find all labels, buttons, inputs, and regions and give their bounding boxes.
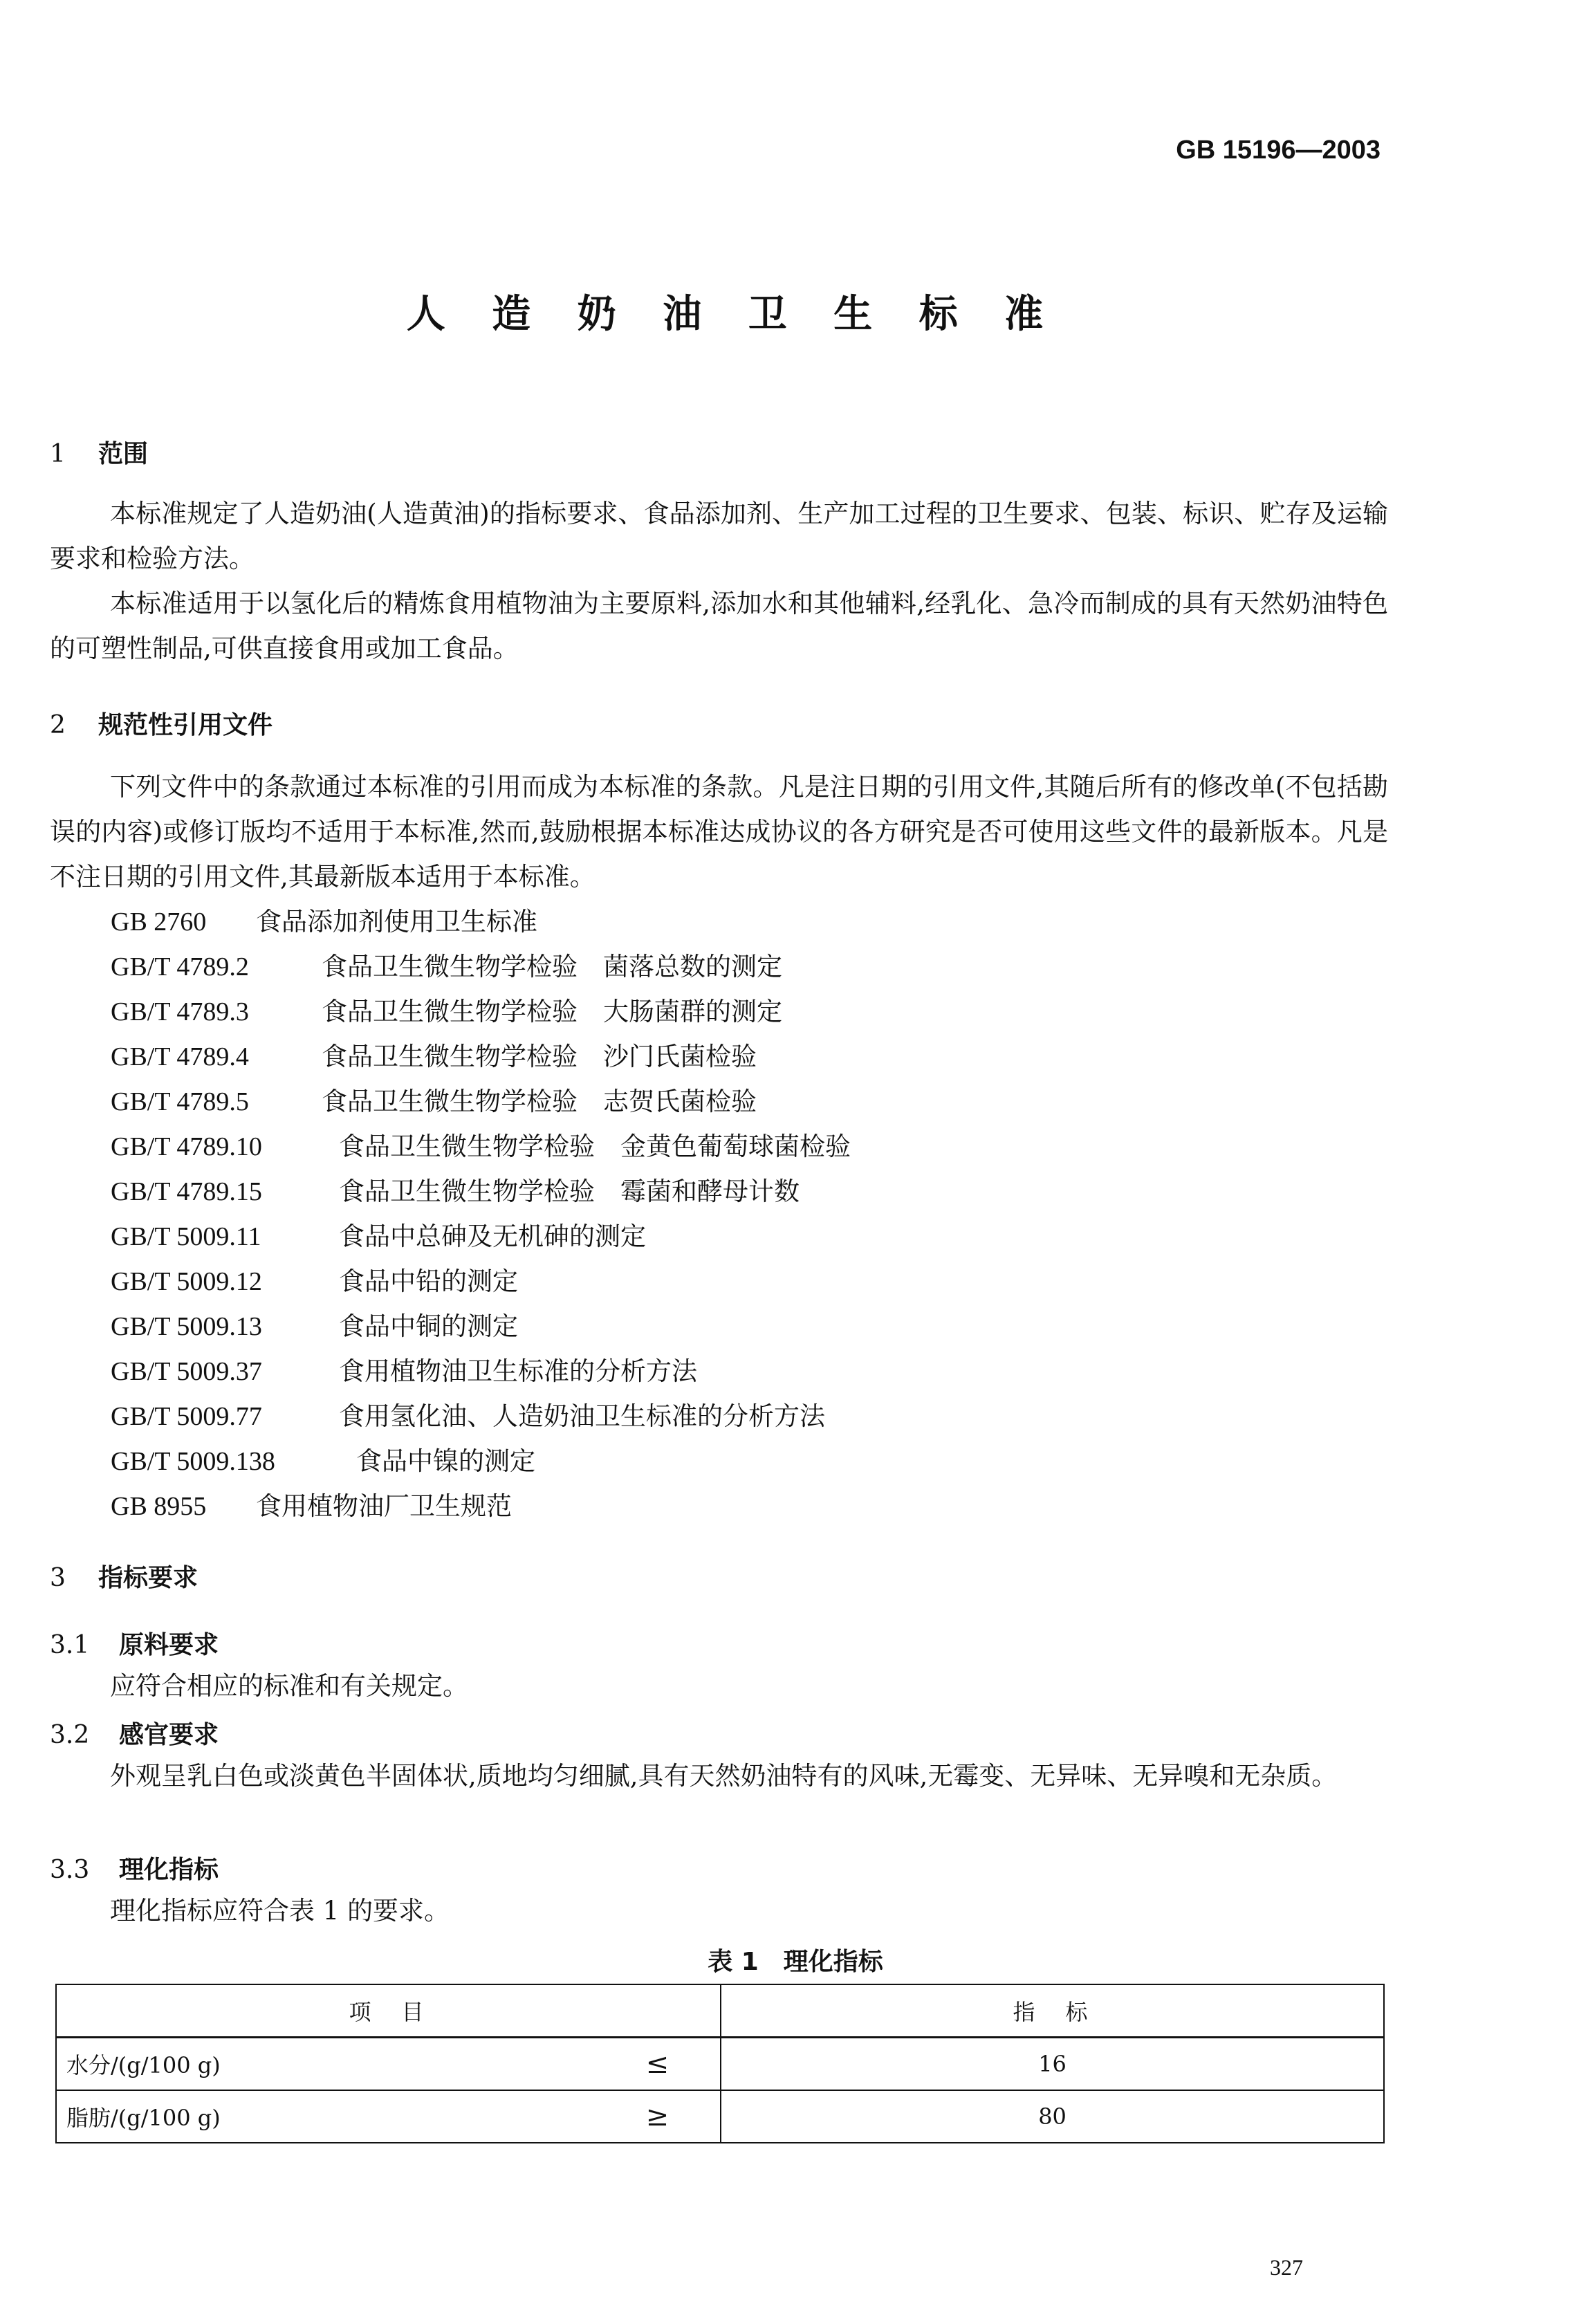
normative-references-list [111, 899, 851, 1529]
section-title: 指标要求 [98, 1564, 198, 1592]
column-header-item: 项 目 [56, 1984, 721, 2038]
reference-item [111, 1304, 851, 1349]
reference-title: 食品添加剂使用卫生标准 [256, 907, 537, 937]
reference-code: GB/T 4789.2 [111, 952, 249, 981]
section-2-paragraph-1: 下列文件中的条款通过本标准的引用而成为本标准的条款。凡是注日期的引用文件,其随后所有的修改单(不包括勘误的内容)或修订版均不适用于本标准,然而,鼓励根据本标准达成协议的各方研究是否可使用这些文件的最新版本。凡是不注日期的引用文件,其最新版本适用于本标准。 [50, 772, 1388, 892]
section-number: 2 [50, 711, 66, 739]
reference-title: 食品中铅的测定 [339, 1266, 518, 1296]
page-number: 327 [1270, 2255, 1303, 2280]
reference-code: GB 8955 [111, 1492, 207, 1521]
reference-code: GB/T 5009.77 [111, 1402, 262, 1431]
reference-item [111, 944, 851, 989]
section-3-1-paragraph: 应符合相应的标准和有关规定。 [110, 1671, 468, 1701]
section-1-paragraph-2: 本标准适用于以氢化后的精炼食用植物油为主要原料,添加水和其他辅料,经乳化、急冷而制成的具有天然奶油特色的可塑性制品,可供直接食用或加工食品。 [50, 589, 1388, 663]
section-3-2-heading [50, 1715, 219, 1751]
reference-code: GB/T 4789.10 [111, 1132, 262, 1161]
reference-code: GB/T 5009.11 [111, 1222, 261, 1251]
reference-title: 食品卫生微生物学检验 霉菌和酵母计数 [339, 1177, 800, 1206]
reference-code: GB/T 5009.138 [111, 1447, 275, 1476]
reference-item [111, 1394, 851, 1439]
section-number: 3 [50, 1564, 66, 1592]
reference-item [111, 1034, 851, 1079]
value-cell: 80 [721, 2090, 1384, 2143]
reference-title: 食品中总砷及无机砷的测定 [339, 1221, 646, 1251]
table-1-title: 表 1 理化指标 [708, 1948, 883, 1976]
reference-code: GB/T 4789.4 [111, 1042, 249, 1071]
reference-title: 食用植物油厂卫生规范 [256, 1491, 512, 1521]
section-number: 3.3 [50, 1856, 90, 1884]
standard-number: GB 15196—2003 [1176, 136, 1381, 165]
section-number: 1 [50, 440, 66, 468]
comparison-symbol: ≤ [645, 2048, 670, 2080]
reference-code: GB/T 5009.13 [111, 1312, 262, 1341]
reference-item [111, 1349, 851, 1394]
reference-item [111, 1079, 851, 1124]
reference-item [111, 899, 851, 944]
section-title: 原料要求 [119, 1631, 219, 1659]
reference-item [111, 1169, 851, 1214]
reference-item [111, 1214, 851, 1259]
reference-title: 食品卫生微生物学检验 大肠菌群的测定 [322, 997, 782, 1026]
reference-item [111, 1124, 851, 1169]
reference-code: GB/T 4789.15 [111, 1177, 262, 1206]
reference-title: 食品卫生微生物学检验 菌落总数的测定 [322, 952, 782, 981]
table-header-row [56, 1984, 1384, 2038]
table-row [56, 2090, 1384, 2143]
section-title: 理化指标 [119, 1856, 219, 1884]
section-3-3-paragraph: 理化指标应符合表 1 的要求。 [110, 1896, 450, 1926]
reference-title: 食品卫生微生物学检验 沙门氏菌检验 [322, 1042, 757, 1071]
document-title: 人 造 奶 油 卫 生 标 准 [406, 292, 1060, 337]
section-3-3-heading [50, 1850, 219, 1885]
item-cell [56, 2090, 721, 2143]
item-cell [56, 2038, 721, 2091]
section-title: 感官要求 [119, 1721, 219, 1749]
section-number: 3.1 [50, 1631, 90, 1659]
section-3-1-heading [50, 1625, 219, 1661]
reference-title: 食品中铜的测定 [339, 1311, 518, 1341]
physicochemical-table [55, 1984, 1385, 2143]
item-label: 水分/(g/100 g) [66, 2052, 221, 2078]
reference-code: GB/T 5009.37 [111, 1357, 262, 1386]
section-2-heading [50, 706, 273, 741]
reference-item [111, 1484, 851, 1529]
reference-code: GB/T 4789.5 [111, 1087, 249, 1116]
section-1-heading [50, 434, 148, 470]
reference-title: 食品中镍的测定 [356, 1446, 535, 1476]
section-number: 3.2 [50, 1721, 90, 1749]
comparison-symbol: ≥ [645, 2101, 670, 2132]
reference-code: GB/T 4789.3 [111, 997, 249, 1026]
item-label: 脂肪/(g/100 g) [66, 2105, 221, 2131]
reference-title: 食用植物油卫生标准的分析方法 [339, 1356, 697, 1386]
section-title: 规范性引用文件 [98, 711, 273, 739]
value-cell: 16 [721, 2038, 1384, 2091]
section-title: 范围 [98, 440, 149, 468]
reference-title: 食品卫生微生物学检验 金黄色葡萄球菌检验 [339, 1132, 851, 1161]
reference-title: 食品卫生微生物学检验 志贺氏菌检验 [322, 1087, 757, 1116]
reference-title: 食用氢化油、人造奶油卫生标准的分析方法 [339, 1401, 825, 1431]
column-header-value: 指 标 [721, 1984, 1384, 2038]
reference-code: GB 2760 [111, 907, 207, 937]
reference-code: GB/T 5009.12 [111, 1267, 262, 1296]
table-row [56, 2038, 1384, 2091]
section-3-heading [50, 1558, 198, 1594]
section-3-2-paragraph: 外观呈乳白色或淡黄色半固体状,质地均匀细腻,具有天然奶油特有的风味,无霉变、无异味、无异嗅和无杂质。 [110, 1761, 1338, 1791]
reference-item [111, 989, 851, 1034]
section-1-paragraph-1: 本标准规定了人造奶油(人造黄油)的指标要求、食品添加剂、生产加工过程的卫生要求、包装、标识、贮存及运输要求和检验方法。 [50, 499, 1388, 573]
reference-item [111, 1259, 851, 1304]
reference-item [111, 1439, 851, 1484]
